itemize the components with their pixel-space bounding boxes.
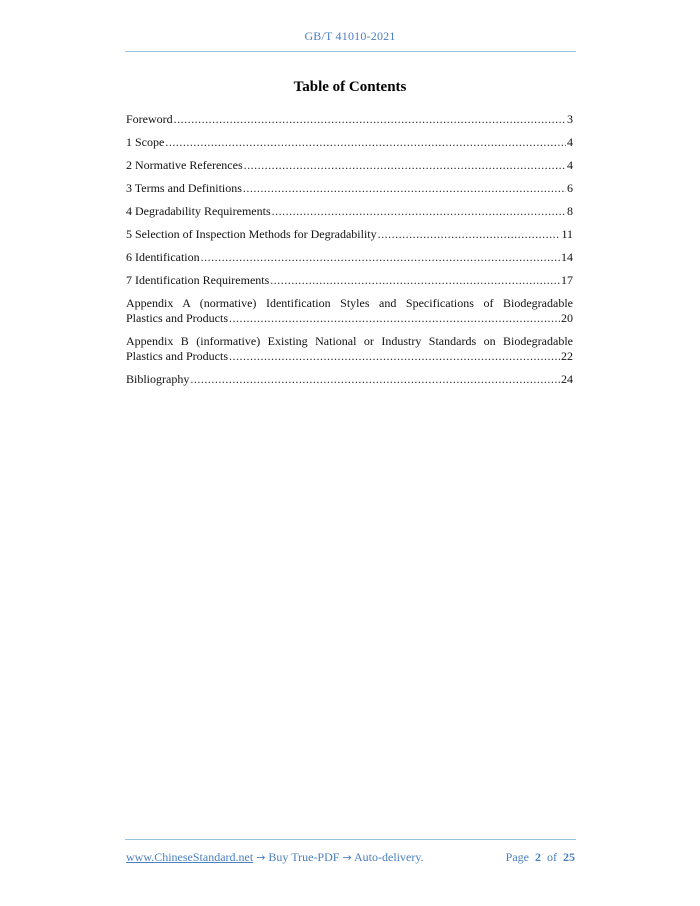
- toc-entry-identification[interactable]: [126, 250, 573, 265]
- of-word: of: [547, 850, 557, 864]
- toc-entry-label-line2: Plastics and Products: [126, 311, 228, 325]
- toc-entry-appendix-a[interactable]: [126, 296, 573, 326]
- toc-entry-page: 4: [567, 135, 573, 149]
- toc-entry-foreword[interactable]: [126, 112, 573, 127]
- toc-entry-label: Foreword: [126, 112, 173, 126]
- toc-entry-page: 6: [567, 181, 573, 195]
- toc-entry-terms-definitions[interactable]: [126, 181, 573, 196]
- toc-leader-dots: [378, 227, 561, 242]
- footer-promo: [126, 850, 424, 865]
- arrow-right-icon: →: [256, 851, 266, 864]
- toc-leader-dots: [229, 349, 560, 364]
- toc-leader-dots: [270, 273, 560, 288]
- toc-entry-label: 4 Degradability Requirements: [126, 204, 271, 218]
- toc-entry-label: 6 Identification: [126, 250, 200, 264]
- toc-entry-normative-references[interactable]: [126, 158, 573, 173]
- toc-leader-dots: [272, 204, 566, 219]
- toc-entry-label-line2: Plastics and Products: [126, 349, 228, 363]
- toc-entry-label: 5 Selection of Inspection Methods for Degradability: [126, 227, 377, 241]
- toc-entry-label: 1 Scope: [126, 135, 165, 149]
- toc-entry-page: 4: [567, 158, 573, 172]
- toc-leader-dots: [190, 372, 560, 387]
- toc-entry-degradability-requirements[interactable]: [126, 204, 573, 219]
- toc-entry-page: 8: [567, 204, 573, 218]
- toc-leader-dots: [201, 250, 560, 265]
- toc-entry-page: 20: [561, 311, 573, 325]
- toc-entry-page: 24: [561, 372, 573, 386]
- page-header: [0, 29, 700, 44]
- toc-entry-page: 14: [561, 250, 573, 264]
- toc-entry-page: 22: [561, 349, 573, 363]
- standard-code: GB/T 41010-2021: [304, 29, 396, 43]
- toc-entry-page: 11: [561, 227, 573, 241]
- toc-entry-scope[interactable]: [126, 135, 573, 150]
- table-of-contents: [126, 112, 573, 395]
- arrow-right-icon: →: [342, 851, 352, 864]
- toc-entry-label-line1: Appendix B (informative) Existing National or Industry Standards on Biodegradable: [126, 334, 573, 348]
- buy-true-pdf-text: Buy True-PDF: [268, 850, 340, 864]
- toc-entry-bibliography[interactable]: [126, 372, 573, 387]
- footer-divider: [125, 839, 576, 840]
- toc-leader-dots: [165, 135, 566, 150]
- toc-entry-label: Bibliography: [126, 372, 190, 386]
- page-counter: [506, 850, 575, 865]
- toc-leader-dots: [229, 311, 560, 326]
- current-page-number: 2: [535, 850, 541, 864]
- toc-entry-label: 2 Normative References: [126, 158, 243, 172]
- toc-entry-label-line1: Appendix A (normative) Identification Styles and Specifications of Biodegradable: [126, 296, 573, 310]
- page-word: Page: [505, 850, 529, 864]
- toc-entry-inspection-methods[interactable]: [126, 227, 573, 242]
- header-divider: [125, 51, 576, 52]
- toc-entry-page: 17: [561, 273, 573, 287]
- toc-leader-dots: [244, 158, 566, 173]
- toc-entry-identification-requirements[interactable]: [126, 273, 573, 288]
- toc-leader-dots: [174, 112, 566, 127]
- auto-delivery-text: Auto-delivery.: [354, 850, 424, 864]
- total-pages-number: 25: [563, 850, 575, 864]
- toc-title: Table of Contents: [293, 79, 407, 95]
- site-link[interactable]: www.ChineseStandard.net: [126, 850, 254, 864]
- toc-entry-appendix-b[interactable]: [126, 334, 573, 364]
- toc-entry-page: 3: [567, 112, 573, 126]
- toc-leader-dots: [243, 181, 566, 196]
- toc-entry-label: 3 Terms and Definitions: [126, 181, 242, 195]
- toc-entry-label: 7 Identification Requirements: [126, 273, 270, 287]
